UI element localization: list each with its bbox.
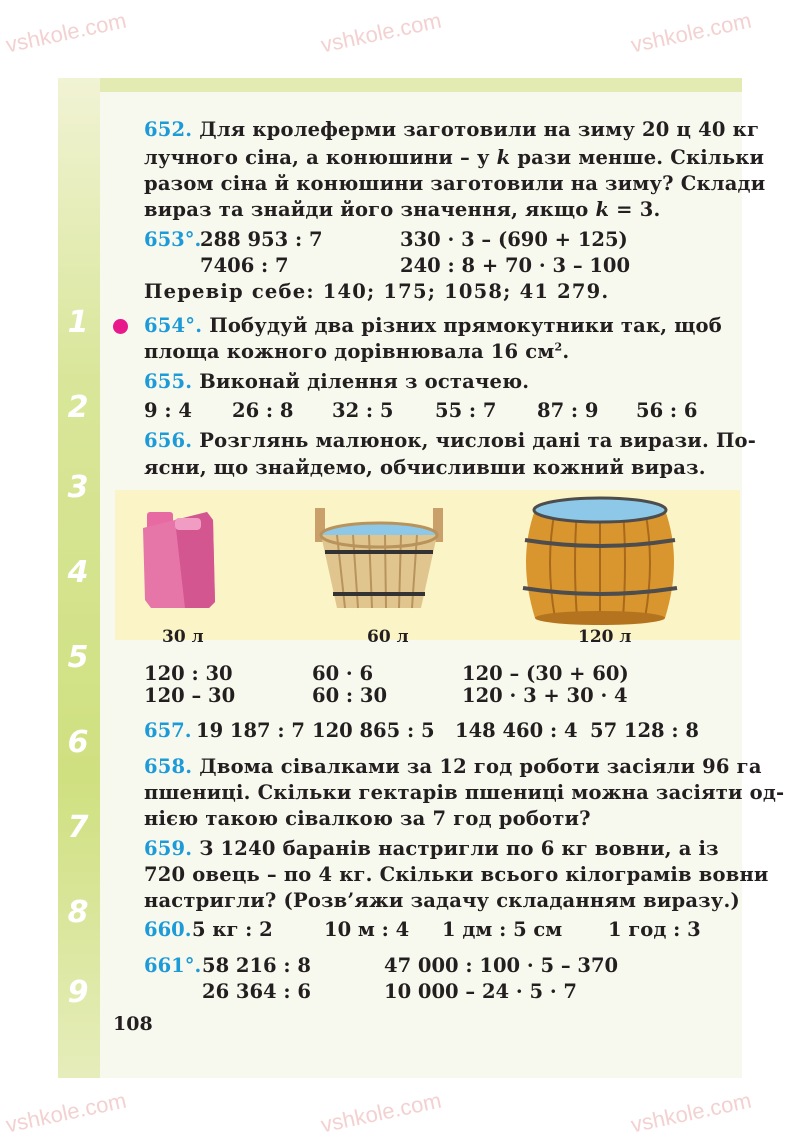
expression: 60 · 6 (312, 662, 374, 685)
division-item: 148 460 : 4 (455, 719, 578, 742)
volume-caption: 120 л (578, 627, 632, 647)
division-item: 32 : 5 (332, 399, 394, 422)
side-number: 9 (67, 975, 89, 1010)
problem-653-expr: 240 : 8 + 70 · 3 – 100 (400, 254, 631, 277)
division-item: 9 : 4 (144, 399, 192, 422)
problem-655-text: 655. Виконай ділення з остачею. (144, 370, 530, 393)
problem-659-line3: настригли? (Розв’яжи задачу складанням виразу.) (144, 889, 740, 912)
side-number: 8 (67, 895, 89, 930)
canister-icon (143, 512, 215, 608)
division-item: 26 : 8 (232, 399, 294, 422)
problem-661-expr: 58 216 : 8 (202, 954, 311, 977)
watermark: vshkole.com (3, 1087, 129, 1138)
watermark: vshkole.com (3, 7, 129, 58)
side-number: 4 (67, 555, 89, 590)
page-number: 108 (113, 1013, 153, 1035)
problem-653-expr: 288 953 : 7 (200, 228, 323, 251)
watermark: vshkole.com (628, 7, 754, 58)
bullet-dot (113, 319, 128, 334)
division-item: 56 : 6 (636, 399, 698, 422)
division-item: 57 128 : 8 (590, 719, 699, 742)
division-item: 1 дм : 5 см (442, 918, 563, 941)
watermark: vshkole.com (318, 7, 444, 58)
problem-659-line1: 659. З 1240 баранів настригли по 6 кг вовни, а із (144, 837, 719, 860)
illustration-panel (115, 490, 740, 640)
division-item: 55 : 7 (435, 399, 497, 422)
side-number: 5 (67, 640, 89, 675)
watermark: vshkole.com (318, 1087, 444, 1138)
problem-660-number: 660. (144, 918, 192, 941)
top-band (58, 78, 742, 92)
tub-icon (315, 508, 443, 608)
problem-658-line2: пшениці. Скільки гектарів пшениці можна засіяти од- (144, 781, 785, 804)
division-item: 1 год : 3 (608, 918, 701, 941)
problem-654-line1: 654°. Побудуй два різних прямокутники так, щоб (144, 314, 722, 337)
problem-653-check: Перевір себе: 140; 175; 1058; 41 279. (144, 280, 610, 303)
problem-653-expr: 330 · 3 – (690 + 125) (400, 228, 628, 251)
expression: 120 – 30 (144, 684, 236, 707)
problem-656-line1: 656. Розглянь малюнок, числові дані та вирази. По- (144, 429, 757, 452)
volume-caption: 30 л (162, 627, 204, 647)
division-item: 19 187 : 7 (196, 719, 305, 742)
problem-652-line3: разом сіна й конюшини заготовили на зиму? Склади (144, 172, 766, 195)
containers-illustration (115, 490, 740, 640)
side-number: 6 (67, 725, 89, 760)
problem-652-line2: лучного сіна, а конюшини – у k рази менше. Скільки (144, 146, 765, 169)
problem-654-line2: площа кожного дорівнювала 16 $см^2$. (144, 340, 570, 363)
volume-caption: 60 л (367, 627, 409, 647)
side-number: 7 (67, 810, 89, 845)
problem-652-line4: вираз та знайди його значення, якщо k = 3. (144, 198, 661, 221)
expression: 120 : 30 (144, 662, 233, 685)
side-number: 2 (67, 390, 89, 425)
division-item: 87 : 9 (537, 399, 599, 422)
problem-652-line1: 652. Для кролеферми заготовили на зиму 20 ц 40 кг (144, 118, 760, 141)
division-item: 120 865 : 5 (312, 719, 435, 742)
barrel-icon (523, 498, 677, 625)
expression: 120 – (30 + 60) (462, 662, 629, 685)
watermark: vshkole.com (628, 1087, 754, 1138)
problem-659-line2: 720 овець – по 4 кг. Скільки всього кілограмів вовни (144, 863, 769, 886)
expression: 120 · 3 + 30 · 4 (462, 684, 628, 707)
problem-658-line3: нією такою сівалкою за 7 год роботи? (144, 807, 591, 830)
division-item: 10 м : 4 (324, 918, 410, 941)
expression: 60 : 30 (312, 684, 388, 707)
problem-658-line1: 658. Двома сівалками за 12 год роботи засіяли 96 га (144, 755, 762, 778)
problem-661-expr: 26 364 : 6 (202, 980, 311, 1003)
problem-661-expr: 47 000 : 100 · 5 – 370 (384, 954, 619, 977)
problem-653-expr: 7406 : 7 (200, 254, 289, 277)
problem-656-line2: ясни, що знайдемо, обчисливши кожний вираз. (144, 456, 706, 479)
problem-661-expr: 10 000 – 24 · 5 · 7 (384, 980, 577, 1003)
problem-653-number: 653°. (144, 228, 202, 251)
problem-661-number: 661°. (144, 954, 202, 977)
division-item: 5 кг : 2 (192, 918, 273, 941)
side-number: 1 (67, 305, 89, 340)
side-number: 3 (67, 470, 89, 505)
problem-657-number: 657. (144, 719, 192, 742)
